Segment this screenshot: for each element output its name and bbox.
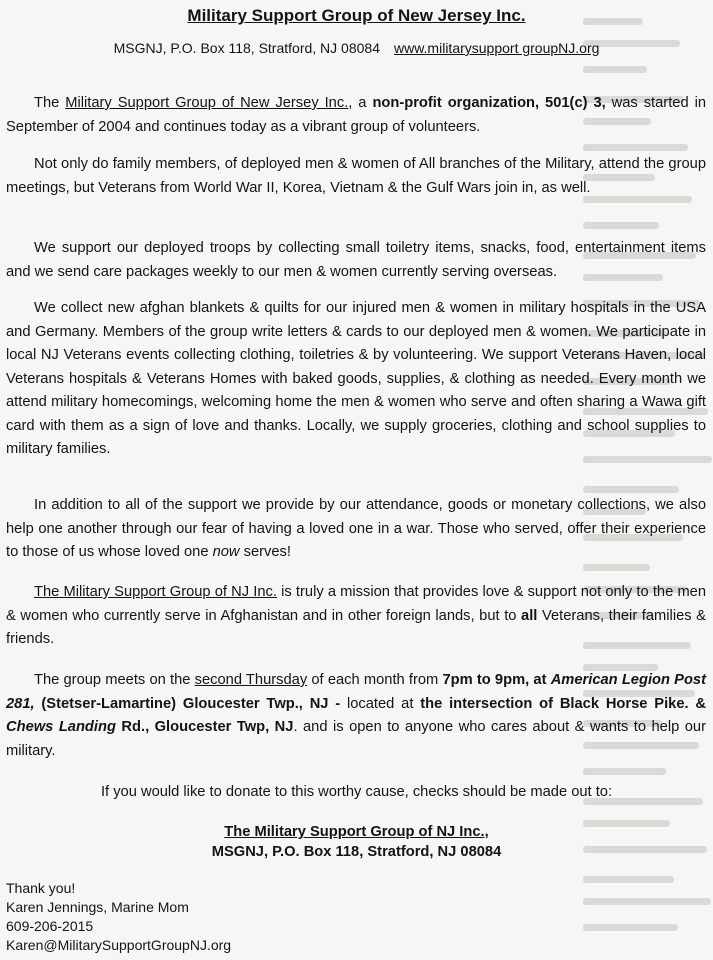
bleed-through-line: [583, 486, 679, 493]
meeting-time: 7pm to 9pm, at: [442, 672, 547, 688]
bleed-through-line: [583, 898, 711, 905]
paragraph-activities: We collect new afghan blankets & quilts for our injured men & women in military hospitals in the USA and Germany. Members of the group write letters & cards to our deployed men & women. We participate in local NJ Veterans events collecting clothing, toiletries & by volunteering. We support Veterans Haven, local Veterans hospitals & Veterans Homes with baked goods, supplies, & clothing as needed. Every month we attend military homecomings, welcoming home the men & women who serve and often sharing a Wawa gift card with them as a sign of love and thanks. Locally, we supply groceries, clothing and school supplies to military families.: [6, 300, 706, 457]
bleed-through-line: [583, 222, 659, 229]
bleed-through-line: [583, 768, 666, 775]
signer-phone: 609-206-2015: [6, 918, 94, 934]
paragraph-troops: We support our deployed troops by collecting small toiletry items, snacks, food, entertainment items and we send care packages weekly to our men & women currently serving overseas.: [6, 240, 706, 280]
italic-now: now: [212, 544, 240, 560]
bleed-through-line: [583, 924, 678, 931]
meeting-venue: American Legion Post 281,: [6, 672, 706, 712]
bleed-through-line: [583, 564, 650, 571]
website-link[interactable]: www.militarysupport groupNJ.org: [393, 40, 600, 56]
signer-email[interactable]: Karen@MilitarySupportGroupNJ.org: [6, 937, 232, 953]
signer-name: Karen Jennings, Marine Mom: [6, 899, 189, 915]
intersection: the intersection of Black Horse Pike. &: [420, 695, 706, 712]
venue-detail: (Stetser-Lamartine) Gloucester Twp., NJ -: [34, 695, 341, 712]
road-location: Rd., Gloucester Twp, NJ: [115, 719, 294, 735]
nonprofit-status: non-profit organization, 501(c) 3,: [372, 95, 606, 111]
payee-address: MSGNJ, P.O. Box 118, Stratford, NJ 08084: [211, 844, 502, 860]
bleed-through-line: [583, 144, 688, 151]
signature-block: [6, 879, 406, 955]
paragraph-meetings: The group meets on the second Thursday of each month from 7pm to 9pm, at American Legion Post 281, (Stetser-Lamartine) Gloucester Twp., NJ - located at the intersection of Black Horse Pike. & Chews Landing Rd., Gloucester Twp, NJ. and is open to anyone who cares about & wants to help our military.: [6, 672, 706, 759]
paragraph-mission: The Military Support Group of NJ Inc. is truly a mission that provides love & support not only to the men & women who currently serve in Afghanistan and in other foreign lands, but to all Veterans, their families & friends.: [6, 584, 707, 647]
paragraph-intro: The Military Support Group of New Jersey Inc., a non-profit organization, 501(c) 3, was started in September of 2004 and continues today as a vibrant group of volunteers.: [6, 95, 706, 135]
org-short-name: The Military Support Group of NJ Inc.: [34, 584, 277, 600]
thank-you: Thank you!: [6, 880, 76, 896]
bleed-through-background: [573, 0, 713, 960]
payee-name: The Military Support Group of NJ Inc.,: [224, 824, 489, 840]
paragraph-members: Not only do family members, of deployed men & women of All branches of the Military, attend the group meetings, but Veterans from World War II, Korea, Vietnam & the Gulf Wars join in, as well.: [6, 156, 706, 196]
header-address: MSGNJ, P.O. Box 118, Stratford, NJ 08084: [113, 40, 380, 56]
donation-intro: If you would like to donate to this worthy cause, checks should be made out to:: [100, 784, 613, 800]
bold-all: all: [521, 607, 538, 624]
payee-block: [0, 822, 713, 862]
page-title: Military Support Group of New Jersey Inc.: [187, 6, 526, 25]
paragraph-support: In addition to all of the support we provide by our attendance, goods or monetary collections, we also help one another through our fear of having a loved one in a war. Those who served, offer their experience to those of us whose loved one now serves!: [6, 497, 706, 560]
chews-landing: Chews Landing: [6, 719, 116, 735]
meeting-day: second Thursday: [194, 672, 308, 688]
bleed-through-line: [583, 66, 647, 73]
bleed-through-line: [583, 876, 674, 883]
org-name: Military Support Group of New Jersey Inc.: [65, 95, 349, 111]
header-address-line: [0, 40, 713, 56]
